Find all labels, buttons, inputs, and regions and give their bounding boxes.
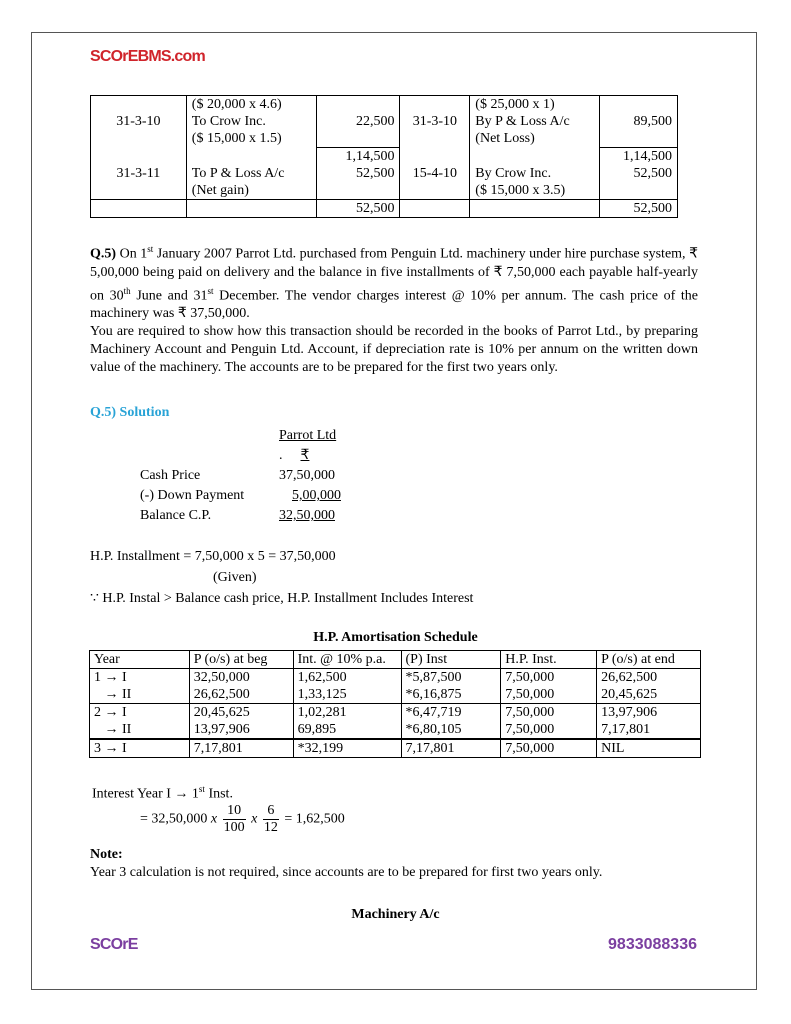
ledger-total-row: [91, 148, 678, 166]
table-cell: 13,97,906: [189, 721, 293, 739]
table-cell: 7,50,000: [501, 704, 597, 722]
question-text: [90, 240, 698, 377]
table-cell: 7,17,801: [401, 739, 501, 758]
row-label: Cash Price: [140, 468, 201, 483]
table-cell: 1,62,500: [293, 669, 401, 687]
column-header: H.P. Inst.: [501, 651, 597, 669]
column-header: (P) Inst: [401, 651, 501, 669]
given-note: (Given): [213, 570, 257, 585]
table-cell: 3 → I: [90, 739, 190, 758]
formula-lead: = 32,50,000: [140, 811, 208, 827]
table-row: [90, 739, 701, 758]
ledger-text: ($ 20,000 x 4.6): [191, 97, 282, 112]
ledger-amount: 52,500: [600, 165, 678, 200]
fraction-denominator: 12: [263, 820, 278, 835]
ledger-amount: 22,500: [316, 96, 400, 148]
table-cell: *6,47,719: [401, 704, 501, 722]
column-header: P (o/s) at beg: [189, 651, 293, 669]
ledger-text: ($ 15,000 x 3.5): [475, 183, 566, 198]
formula-result: = 1,62,500: [284, 811, 345, 827]
brand-logo[interactable]: SCOrEBMS.com: [90, 48, 205, 65]
table-cell: 1,02,281: [293, 704, 401, 722]
ledger-date: 31-3-10: [400, 96, 470, 148]
fraction-denominator: 100: [223, 820, 245, 835]
ledger-table: [90, 95, 678, 218]
table-cell: 69,895: [293, 721, 401, 739]
table-cell: 7,17,801: [597, 721, 701, 739]
table-cell: 20,45,625: [597, 686, 701, 704]
table-cell: NIL: [597, 739, 701, 758]
row-label: Balance C.P.: [140, 508, 212, 523]
hp-installment-line: H.P. Installment = 7,50,000 x 5 = 37,50,000: [90, 549, 336, 564]
table-row: [90, 669, 701, 687]
ledger-text: ($ 15,000 x 1.5): [191, 131, 282, 146]
table-header-row: [90, 651, 701, 669]
table-cell: *32,199: [293, 739, 401, 758]
table-cell: *6,16,875: [401, 686, 501, 704]
row-label: (-) Down Payment: [140, 488, 245, 503]
ledger-total-row: [91, 200, 678, 218]
ledger-text: To Crow Inc.: [191, 114, 266, 129]
row-value: 5,00,000: [292, 488, 341, 503]
multiply-sign: x: [251, 811, 258, 827]
footer-phone: 9833088336: [608, 936, 697, 953]
ledger-particulars: [186, 96, 316, 148]
ledger-date: 31-3-11: [91, 165, 187, 200]
table-cell: → II: [90, 686, 190, 704]
column-header: P (o/s) at end: [597, 651, 701, 669]
ledger-total: 1,14,500: [316, 148, 400, 166]
question-paragraph: You are required to show how this transaction should be recorded in the books of Parrot Ltd., by preparing Machinery Account and Penguin Ltd. Account, if depreciation rate is 10% per annum on the written down value of the machinery. The accounts are to be prepared for the first two years only.: [90, 324, 698, 376]
interest-formula: [140, 803, 345, 836]
question-fragment: December. The vendor charges interest @ 10% per annum. The cash price of the machinery was ₹ 37,50,000.: [90, 288, 699, 322]
table-cell: 26,62,500: [189, 686, 293, 704]
table-cell: 1 → I: [90, 669, 190, 687]
table-cell: *6,80,105: [401, 721, 501, 739]
machinery-account-title: Machinery A/c: [351, 907, 440, 922]
ledger-text: To P & Loss A/c: [191, 166, 285, 181]
fraction-numerator: 10: [223, 803, 246, 820]
question-fragment: On 1: [116, 246, 148, 262]
interest-line: [92, 780, 233, 804]
company-heading: Parrot Ltd: [279, 428, 337, 443]
row-value: 32,50,000: [279, 508, 335, 523]
table-cell: 13,97,906: [597, 704, 701, 722]
question-fragment: January 2007 Parrot Ltd. purchased from Penguin Ltd. machinery under hire purchase system, ₹ 5,00,000 being paid on delivery and the balance in five installments of ₹ 7,50,000 each payable half-yearly on 30: [90, 246, 698, 304]
row-value: 37,50,000: [279, 468, 335, 483]
fraction: [223, 803, 246, 836]
ledger-total: 52,500: [600, 200, 678, 218]
question-paragraph: [90, 240, 698, 323]
ledger-text: (Net gain): [191, 183, 249, 198]
table-cell: 26,62,500: [597, 669, 701, 687]
note-text: Year 3 calculation is not required, since accounts are to be prepared for first two years only.: [90, 865, 603, 880]
column-header: Int. @ 10% p.a.: [293, 651, 401, 669]
note-title: Note:: [90, 847, 123, 862]
table-cell: 7,50,000: [501, 721, 597, 739]
ledger-text: ($ 25,000 x 1): [475, 97, 555, 112]
ledger-text: By P & Loss A/c: [475, 114, 570, 129]
table-cell: 7,50,000: [501, 739, 597, 758]
superscript: st: [207, 285, 214, 296]
table-cell: 32,50,000: [189, 669, 293, 687]
because-line: ∵ H.P. Instal > Balance cash price, H.P. Installment Includes Interest: [90, 591, 474, 606]
ledger-particulars: [470, 165, 600, 200]
multiply-sign: x: [210, 811, 218, 827]
table-cell: 1,33,125: [293, 686, 401, 704]
table-row: [90, 686, 701, 704]
column-header: Year: [90, 651, 190, 669]
table-cell: → II: [90, 721, 190, 739]
ledger-particulars: [186, 165, 316, 200]
currency-symbol: [279, 446, 309, 466]
ledger-amount: 89,500: [600, 96, 678, 148]
question-label: Q.5): [90, 246, 117, 262]
question-fragment: June and 31: [130, 288, 208, 304]
interest-text: Inst.: [204, 786, 233, 802]
fraction-numerator: 6: [263, 803, 279, 820]
ledger-total: 1,14,500: [600, 148, 678, 166]
table-cell: 7,50,000: [501, 669, 597, 687]
amortisation-table: [89, 650, 701, 758]
table-cell: 2 → I: [90, 704, 190, 722]
solution-title: Q.5) Solution: [90, 405, 170, 420]
table-cell: 7,50,000: [501, 686, 597, 704]
ledger-date: 15-4-10: [400, 165, 470, 200]
ledger-row: [91, 96, 678, 148]
amortisation-title: H.P. Amortisation Schedule: [313, 630, 478, 645]
table-row: [90, 721, 701, 739]
ledger-total: 52,500: [316, 200, 400, 218]
ledger-particulars: [470, 96, 600, 148]
superscript: st: [147, 244, 154, 254]
ledger-text: (Net Loss): [475, 131, 535, 146]
footer-brand: SCOrE: [90, 936, 138, 953]
rupee-symbol: ₹: [300, 448, 310, 463]
dot-mark: .: [279, 448, 283, 463]
ledger-row: [91, 165, 678, 200]
table-cell: *5,87,500: [401, 669, 501, 687]
ledger-date: 31-3-10: [91, 96, 187, 148]
superscript: th: [123, 285, 131, 296]
ledger-text: By Crow Inc.: [475, 166, 552, 181]
superscript: st: [198, 784, 205, 794]
table-cell: 20,45,625: [189, 704, 293, 722]
table-cell: 7,17,801: [189, 739, 293, 758]
interest-text: Interest Year I → 1: [92, 786, 199, 802]
fraction: [263, 803, 279, 836]
table-row: [90, 704, 701, 722]
ledger-amount: 52,500: [316, 165, 400, 200]
